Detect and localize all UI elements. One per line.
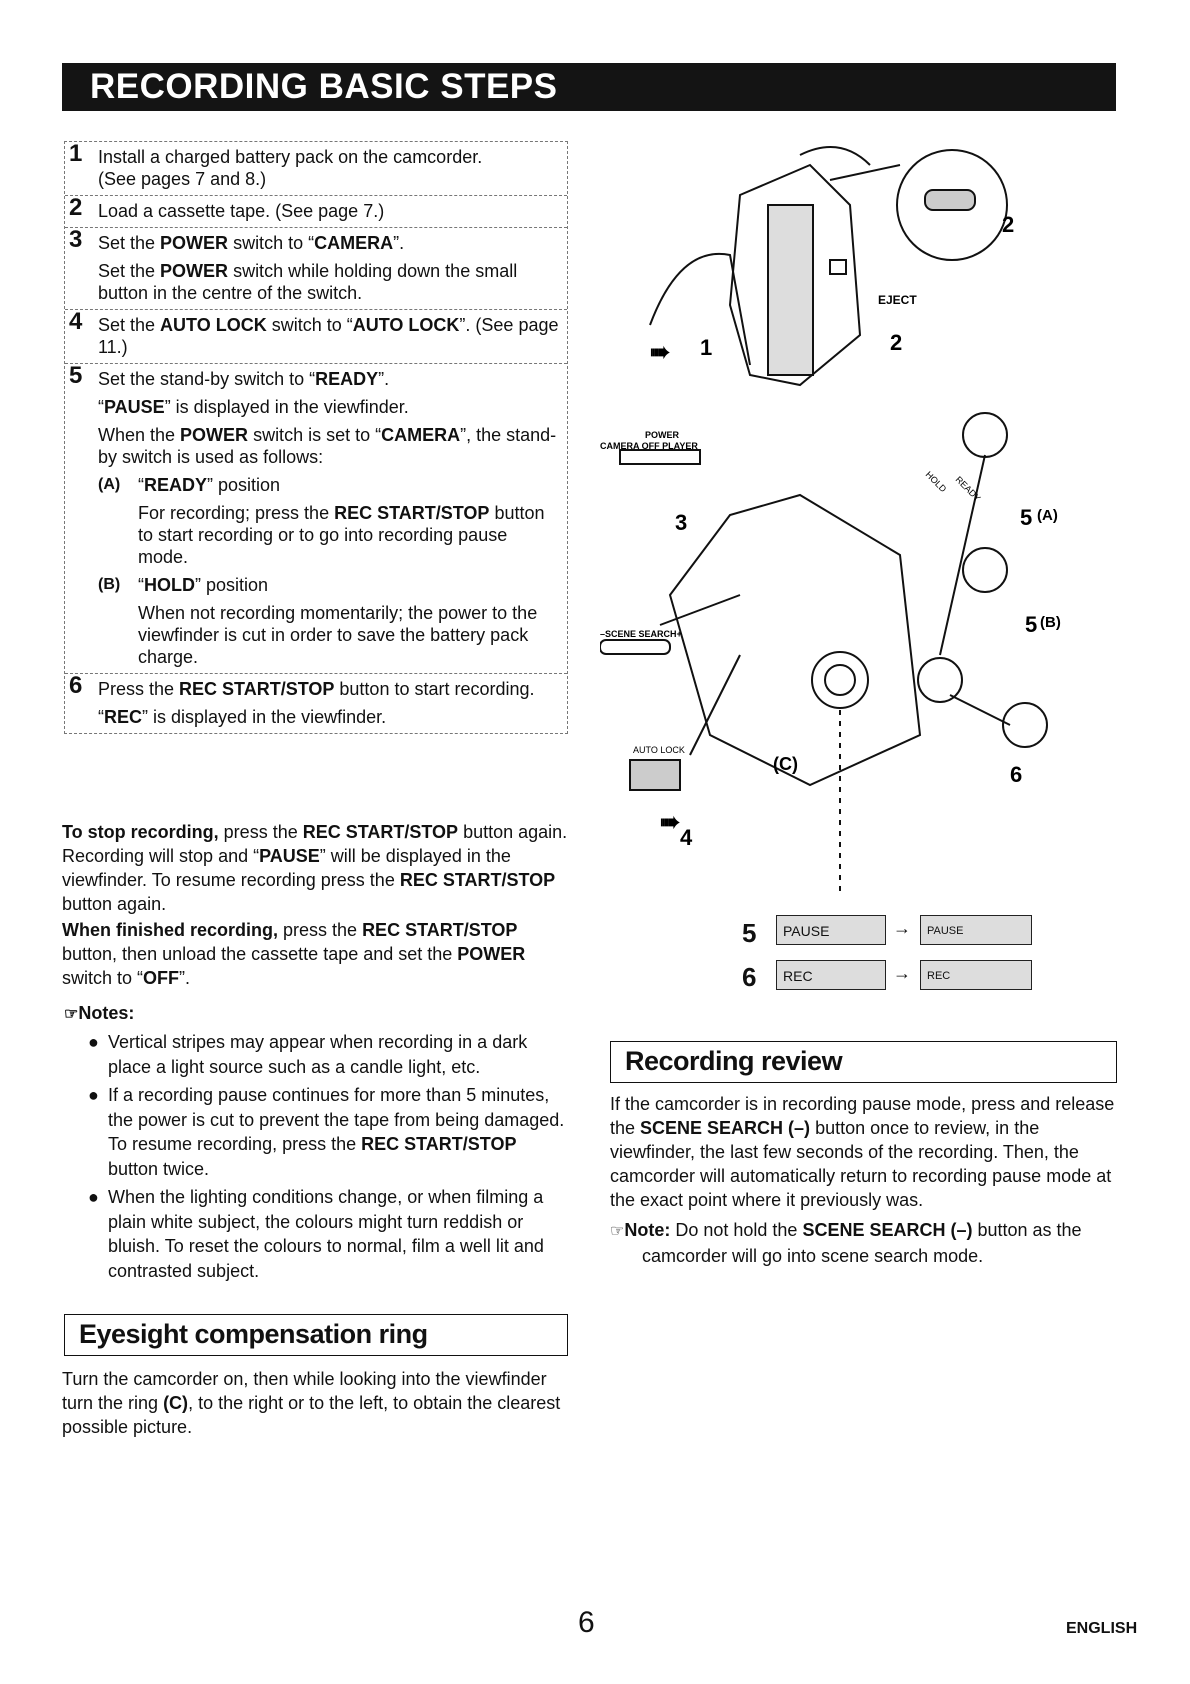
- text: When not recording momentarily; the power to the viewfinder is cut in order to save the battery pack charge.: [138, 603, 538, 667]
- auto-lock-switch: [630, 760, 680, 790]
- step-6: [65, 674, 567, 733]
- step-text: Install a charged battery pack on the camcorder.: [98, 147, 483, 167]
- text: Set the stand-by switch to “: [98, 369, 316, 389]
- step-2: [65, 196, 567, 228]
- text: “: [98, 707, 104, 727]
- option-label: (B): [98, 576, 121, 593]
- text-bold: HOLD: [144, 575, 195, 595]
- arrow-right-icon: ➠: [650, 339, 671, 366]
- eyesight-paragraph: [62, 1367, 562, 1439]
- text: If a recording pause continues for more than 5 minutes, the power is cut to prevent the tape from being damaged. To resume recording, press the: [108, 1085, 565, 1154]
- text-bold: READY: [315, 369, 379, 389]
- callout-5a-label: (A): [1037, 507, 1058, 524]
- text-bold: CAMERA: [381, 425, 461, 445]
- ring-c-label: (C): [773, 754, 798, 774]
- text-bold: POWER: [457, 944, 526, 964]
- text: For recording; press the: [138, 503, 335, 523]
- power-switch: [620, 450, 700, 464]
- text-bold: POWER: [160, 233, 229, 253]
- stop-recording-paragraph: [62, 820, 570, 990]
- hold-label: HOLD: [923, 469, 949, 495]
- text: “: [138, 575, 144, 595]
- review-paragraph: [610, 1092, 1118, 1268]
- steps-box: [64, 141, 568, 734]
- text: Set the: [98, 233, 161, 253]
- text: If the camcorder is in recording pause mode, press and release the: [610, 1094, 1115, 1138]
- text: , to the right or to the left, to obtain the clearest possible picture.: [62, 1393, 561, 1437]
- callout-1: 1: [700, 335, 713, 360]
- step-1: [65, 142, 567, 196]
- text: ”, the stand-by switch is used as follows:: [98, 425, 557, 467]
- step-number: 4: [69, 308, 83, 335]
- strap: [800, 147, 870, 165]
- hold-ready-dial-a: [963, 413, 1007, 457]
- text-bold: SCENE SEARCH (–): [640, 1118, 811, 1138]
- text: press the: [278, 920, 363, 940]
- text-bold: READY: [144, 475, 208, 495]
- text: button once to review, in the viewfinder, the last few seconds of the recording. Then, the camcorder will automatically return to recording pause mode at the exact point where it previously was.: [610, 1118, 1112, 1210]
- text: Press the: [98, 679, 180, 699]
- step-5: [65, 364, 567, 674]
- callout-6: 6: [1010, 762, 1023, 787]
- text: switch to “: [266, 315, 353, 335]
- callout-4: 4: [680, 825, 693, 850]
- notes-heading: [64, 1003, 134, 1024]
- text: button as the camcorder will go into scene search mode.: [642, 1220, 1082, 1266]
- pause-indicator: PAUSE: [776, 915, 886, 945]
- text: switch while holding down the small button in the centre of the switch.: [98, 261, 518, 303]
- text: When the: [98, 425, 181, 445]
- text-bold: REC START/STOP: [302, 822, 459, 842]
- text: ” position: [207, 475, 281, 495]
- review-heading-box: [610, 1041, 1117, 1083]
- eject-label: EJECT: [878, 293, 917, 307]
- text: Vertical stripes may appear when recording in a dark place a light source such as a candle light, etc.: [108, 1032, 528, 1077]
- text: ”.: [179, 968, 191, 988]
- standby-switch: [918, 658, 962, 702]
- callout-5b: 5: [1025, 612, 1038, 637]
- page-title: RECORDING BASIC STEPS: [90, 67, 558, 106]
- text: button to start recording or to go into recording pause mode.: [138, 503, 545, 567]
- step-4: [65, 310, 567, 364]
- arrow-right-icon: ➠: [660, 809, 681, 836]
- text: Set the: [98, 261, 161, 281]
- text-bold: AUTO LOCK: [160, 315, 267, 335]
- eyesight-heading-box: [64, 1314, 568, 1356]
- indicator-number: 6: [742, 962, 757, 992]
- text: Do not hold the: [670, 1220, 803, 1240]
- text: button again.: [62, 894, 167, 914]
- battery-pack: [768, 205, 813, 375]
- step-number: 6: [69, 672, 83, 699]
- option-label: (A): [98, 476, 121, 493]
- text: button twice.: [108, 1158, 210, 1179]
- viewfinder-ring: [812, 652, 868, 708]
- option-a: [98, 474, 559, 496]
- indicator-number: 5: [742, 918, 757, 948]
- scene-search-label: –SCENE SEARCH+: [600, 629, 682, 639]
- arrow-right-icon: →: [893, 918, 911, 938]
- text-bold: When finished recording,: [62, 920, 279, 940]
- leader-line: [690, 655, 740, 755]
- text-bold: REC START/STOP: [399, 870, 556, 890]
- camera-off-player-label: CAMERA OFF PLAYER: [600, 441, 698, 451]
- text-bold: Note:: [624, 1220, 671, 1240]
- switch-icon: [925, 190, 975, 210]
- text: ” is displayed in the viewfinder.: [142, 707, 387, 727]
- step-number: 1: [69, 140, 83, 167]
- arrow-right-icon: →: [893, 963, 911, 983]
- text: Set the: [98, 315, 161, 335]
- power-label: POWER: [645, 430, 680, 440]
- text: When the lighting conditions change, or when filming a plain white subject, the colours might turn reddish or bluish. To reset the colours to normal, film a well lit and contrasted subject.: [108, 1187, 544, 1281]
- text-bold: REC START/STOP: [334, 503, 490, 523]
- text-bold: REC START/STOP: [362, 920, 518, 940]
- ready-label: READY: [953, 474, 983, 504]
- step-number: 3: [69, 226, 83, 253]
- step-number: 2: [69, 194, 83, 221]
- text-bold: (C): [163, 1393, 189, 1413]
- text-bold: CAMERA: [314, 233, 394, 253]
- text-bold: REC START/STOP: [361, 1134, 517, 1154]
- text-bold: POWER: [160, 261, 229, 281]
- camcorder-illustration: [600, 135, 1100, 1015]
- text-bold: PAUSE: [259, 846, 320, 866]
- text: ” position: [195, 575, 269, 595]
- note-hand-icon: ☞: [610, 1223, 625, 1240]
- camcorder-main-body: [670, 495, 920, 785]
- text: button, then unload the cassette tape and set the: [62, 944, 458, 964]
- rec-indicator: REC: [776, 960, 886, 990]
- section-heading: Recording review: [625, 1046, 843, 1076]
- bullet-icon: ●: [88, 1187, 99, 1207]
- text: ”.: [378, 369, 390, 389]
- note-hand-icon: ☞: [64, 1006, 79, 1023]
- page-title-bar: [62, 63, 1116, 111]
- text-bold: AUTO LOCK: [352, 315, 460, 335]
- text: “: [138, 475, 144, 495]
- text-bold: REC START/STOP: [179, 679, 335, 699]
- bullet-icon: ●: [88, 1085, 99, 1105]
- text: ” will be displayed in the viewfinder. To resume recording press the: [62, 846, 511, 890]
- callout-3: 3: [675, 510, 688, 535]
- text: ” is displayed in the viewfinder.: [164, 397, 409, 417]
- text: button to start recording.: [334, 679, 535, 699]
- eject-button: [830, 260, 846, 274]
- text: button again. Recording will stop and “: [62, 822, 568, 866]
- leader-line: [830, 165, 900, 180]
- list-item: [88, 1083, 568, 1181]
- text: “: [98, 397, 104, 417]
- scene-search-button: [600, 640, 670, 654]
- step-number: 5: [69, 362, 83, 389]
- step-3: [65, 228, 567, 310]
- text-bold: PAUSE: [104, 397, 165, 417]
- callout-5a: 5: [1020, 505, 1033, 530]
- finish-recording-paragraph: [62, 918, 570, 990]
- pause-indicator-small: PAUSE: [920, 915, 1032, 945]
- page-number: 6: [578, 1606, 595, 1639]
- review-note: [610, 1218, 1118, 1268]
- text: ”.: [393, 233, 405, 253]
- text: ”. (See page 11.): [98, 315, 559, 357]
- option-b: [98, 574, 559, 596]
- viewfinder-lens: [825, 665, 855, 695]
- text: Turn the camcorder on, then while looking into the viewfinder turn the ring: [62, 1369, 547, 1413]
- text: press the: [218, 822, 303, 842]
- text: switch to “: [62, 968, 144, 988]
- bullet-icon: ●: [88, 1032, 99, 1052]
- list-item: [88, 1030, 568, 1079]
- leader-line: [950, 695, 1010, 725]
- step-text: Load a cassette tape. (See page 7.): [98, 201, 385, 221]
- hold-ready-dial-b: [963, 548, 1007, 592]
- text-bold: POWER: [180, 425, 249, 445]
- text: Notes:: [78, 1003, 135, 1023]
- callout-5b-label: (B): [1040, 614, 1061, 631]
- auto-lock-label: AUTO LOCK: [633, 745, 685, 755]
- rec-indicator-small: REC: [920, 960, 1032, 990]
- list-item: [88, 1185, 568, 1283]
- callout-2b: 2: [890, 330, 903, 355]
- text-bold: SCENE SEARCH (–): [802, 1220, 973, 1240]
- text-bold: To stop recording,: [62, 822, 219, 842]
- text: switch is set to “: [248, 425, 382, 445]
- text-bold: REC: [104, 707, 143, 727]
- language-label: ENGLISH: [1066, 1620, 1138, 1637]
- step-text: (See pages 7 and 8.): [98, 169, 267, 189]
- callout-2: 2: [1002, 212, 1015, 237]
- text: switch to “: [228, 233, 315, 253]
- section-heading: Eyesight compensation ring: [79, 1319, 428, 1349]
- text-bold: OFF: [143, 968, 180, 988]
- notes-list: [88, 1030, 568, 1287]
